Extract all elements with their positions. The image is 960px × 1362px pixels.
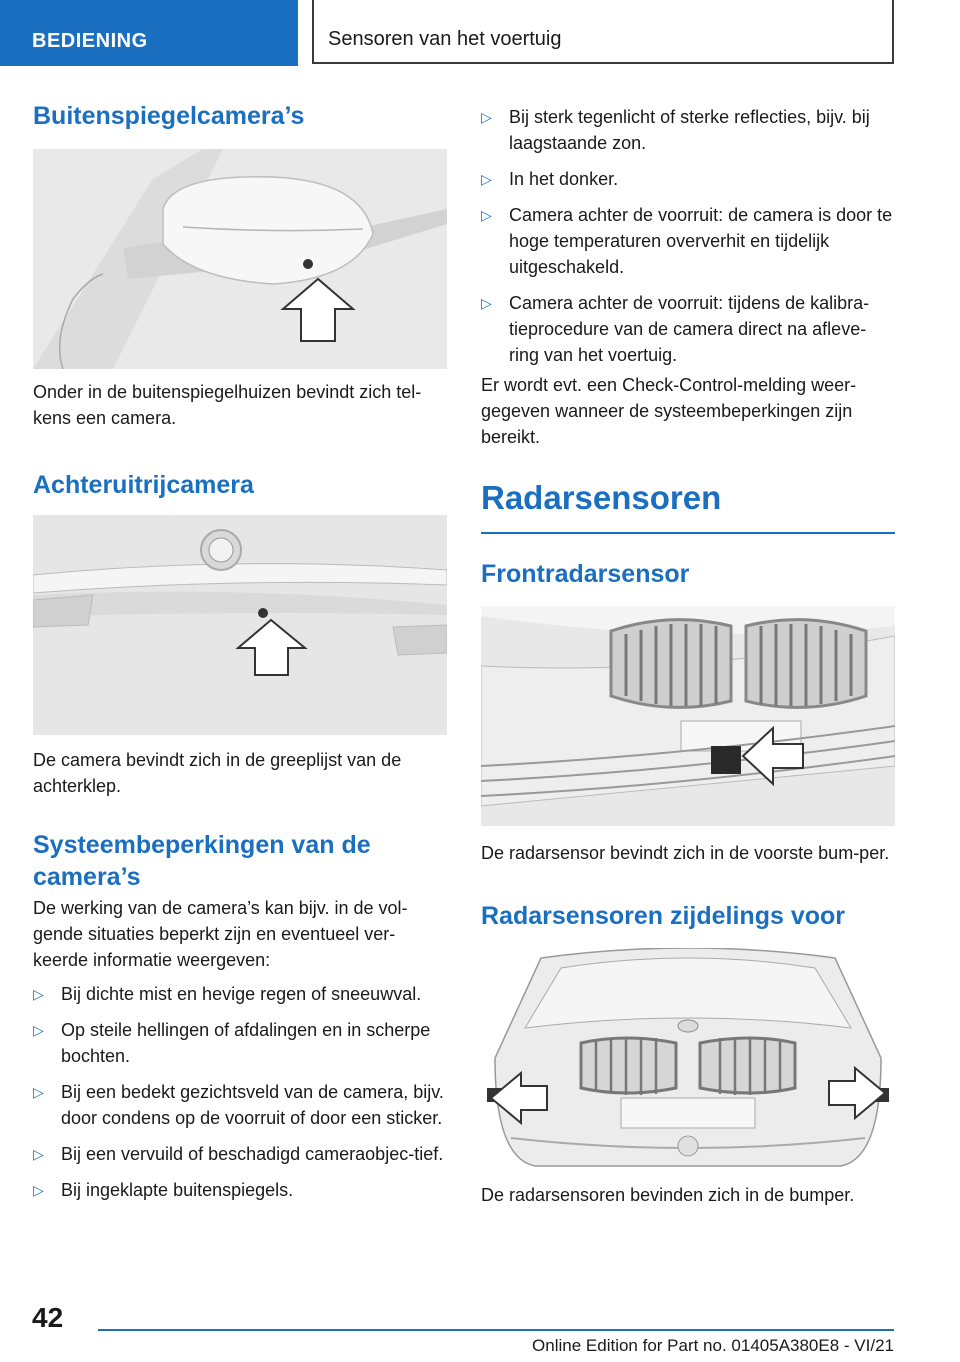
front-radar-text: De radarsensor bevindt zich in de voorste bum-per.: [481, 843, 890, 863]
side-radar-figure: [481, 948, 895, 1168]
list-item: ▷ In het donker.: [481, 166, 895, 192]
front-radar-figure: [481, 606, 895, 826]
triangle-right-icon: ▷: [481, 295, 492, 311]
heading-radar-sensors: Radarsensoren: [481, 476, 895, 534]
list-item: ▷ Camera achter de voorruit: de camera is door te hoge temperaturen oververhit en tijdelijk uitgeschakeld.: [481, 202, 895, 280]
list-item: ▷ Bij een bedekt gezichtsveld van de camera, bijv. door condens op de voorruit of door een sticker.: [33, 1079, 447, 1131]
limits-list-left: [33, 981, 447, 1203]
system-limits-text: De werking van de camera’s kan bijv. in de vol-gende situaties beperkt zijn en eventueel ver-keerde informatie weergeven:: [33, 898, 408, 970]
footer-divider: [98, 1329, 894, 1331]
triangle-right-icon: ▷: [481, 109, 492, 125]
list-item: ▷ Bij dichte mist en hevige regen of sneeuwval.: [33, 981, 447, 1007]
mirror-camera-figure: [33, 149, 447, 369]
mirror-camera-text: Onder in de buitenspiegelhuizen bevindt zich tel-kens een camera.: [33, 382, 422, 428]
section-tab: BEDIENING: [0, 0, 298, 66]
list-item: ▷ Bij een vervuild of beschadigd cameraobjec-tief.: [33, 1141, 447, 1167]
heading-front-radar: Frontradarsensor: [481, 560, 690, 588]
limits-list-right: [481, 104, 895, 368]
right-column: [481, 104, 895, 1208]
triangle-right-icon: ▷: [33, 1022, 44, 1038]
heading-system-limits: Systeembeperkingen van de camera’s: [33, 831, 371, 891]
list-item: ▷ Camera achter de voorruit: tijdens de kalibra-tieprocedure van de camera direct na afleve-ring van het voertuig.: [481, 290, 895, 368]
triangle-right-icon: ▷: [33, 1084, 44, 1100]
rear-camera-text: De camera bevindt zich in de greeplijst van de achterklep.: [33, 750, 402, 796]
rear-camera-figure: [33, 515, 447, 735]
topic-title: Sensoren van het voertuig: [312, 0, 894, 64]
triangle-right-icon: ▷: [481, 207, 492, 223]
list-item: ▷ Bij ingeklapte buitenspiegels.: [33, 1177, 447, 1203]
list-item: ▷ Op steile hellingen of afdalingen en in scherpe bochten.: [33, 1017, 447, 1069]
edition-text: Online Edition for Part no. 01405A380E8 - VI/21: [532, 1336, 894, 1355]
triangle-right-icon: ▷: [33, 1182, 44, 1198]
triangle-right-icon: ▷: [33, 986, 44, 1002]
list-item: ▷ Bij sterk tegenlicht of sterke reflecties, bijv. bij laagstaande zon.: [481, 104, 895, 156]
triangle-right-icon: ▷: [33, 1146, 44, 1162]
heading-side-radar: Radarsensoren zijdelings voor: [481, 902, 845, 930]
check-control-text: Er wordt evt. een Check-Control-melding weer-gegeven wanneer de systeembeperkingen zijn bereikt.: [481, 375, 857, 447]
heading-mirror-cameras: Buitenspiegelcamera’s: [33, 102, 305, 130]
left-column: [33, 100, 447, 1213]
page-header: [0, 0, 960, 66]
page-number: 42: [32, 1302, 64, 1333]
triangle-right-icon: ▷: [481, 171, 492, 187]
side-radar-text: De radarsensoren bevinden zich in de bumper.: [481, 1185, 855, 1205]
heading-rear-camera: Achteruitrijcamera: [33, 471, 254, 499]
